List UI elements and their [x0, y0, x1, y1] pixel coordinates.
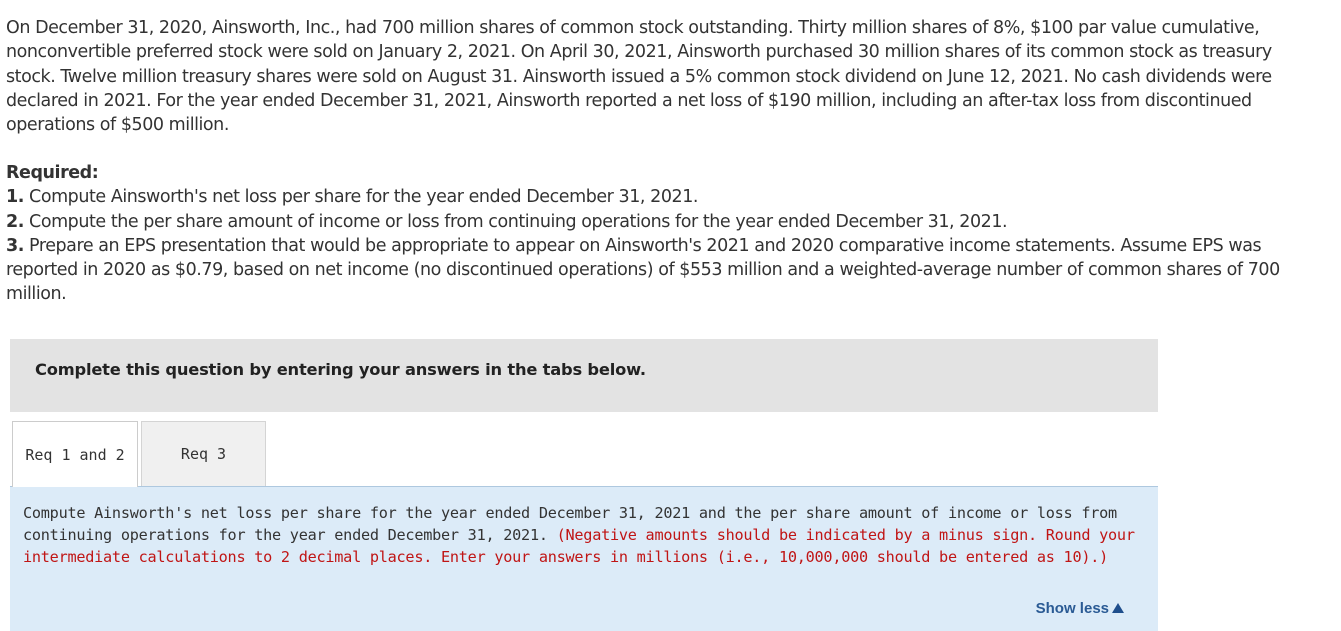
required-item-text: Compute Ainsworth's net loss per share for the year ended December 31, 2021. [23, 187, 698, 208]
panel-note-text: (Negative amounts should be indicated by a minus sign. Round your intermediate calculations to 2 decimal places. Enter your answers in millions (i.e., 10,000,000 should be entered as 10).) [23, 526, 1135, 566]
tab-content-panel [10, 486, 1158, 631]
instruction-banner [10, 339, 1158, 412]
required-item-text: Prepare an EPS presentation that would be appropriate to appear on Ainsworth's 2021 and 2020 comparative income statements. Assume EPS was reported in 2020 as $0.79, based on net income (no discontinued operations) of $553 million and a weighted-average number of common shares of 700 million. [6, 235, 1280, 305]
required-item-number: 2. [6, 211, 24, 232]
caret-up-icon [1112, 603, 1124, 613]
required-heading: Required: [6, 163, 99, 183]
required-item-number: 1. [6, 187, 24, 208]
required-item-3 [6, 234, 1306, 307]
required-item-text: Compute the per share amount of income or loss from continuing operations for the year ended December 31, 2021. [23, 211, 1008, 232]
panel-instructions [23, 502, 1135, 568]
tab-req-3[interactable]: Req 3 [141, 421, 266, 486]
show-less-label: Show less [1035, 600, 1109, 617]
required-item-1 [6, 185, 1306, 209]
required-item-number: 3. [6, 235, 24, 256]
required-section [6, 161, 1306, 307]
panel-instruction-text: Compute Ainsworth's net loss per share for the year ended December 31, 2021 and the per share amount of income or loss from continuing operations for the year ended December 31, 2021. [23, 504, 1117, 544]
tab-req-1-and-2[interactable]: Req 1 and 2 [12, 421, 138, 487]
required-item-2 [6, 210, 1306, 234]
problem-statement: On December 31, 2020, Ainsworth, Inc., had 700 million shares of common stock outstanding. Thirty million shares of 8%, $100 par value cumulative, nonconvertible preferred stock were sold on January 2, 2021. On April 30, 2021, Ainsworth purchased 30 million shares of its common stock as treasury stock. Twelve million treasury shares were sold on August 31. Ainsworth issued a 5% common stock dividend on June 12, 2021. No cash dividends were declared in 2021. For the year ended December 31, 2021, Ainsworth reported a net loss of $190 million, including an after-tax loss from discontinued operations of $500 million. [6, 18, 1272, 136]
instruction-text: Complete this question by entering your answers in the tabs below. [35, 360, 646, 379]
show-less-button[interactable] [1036, 600, 1124, 617]
